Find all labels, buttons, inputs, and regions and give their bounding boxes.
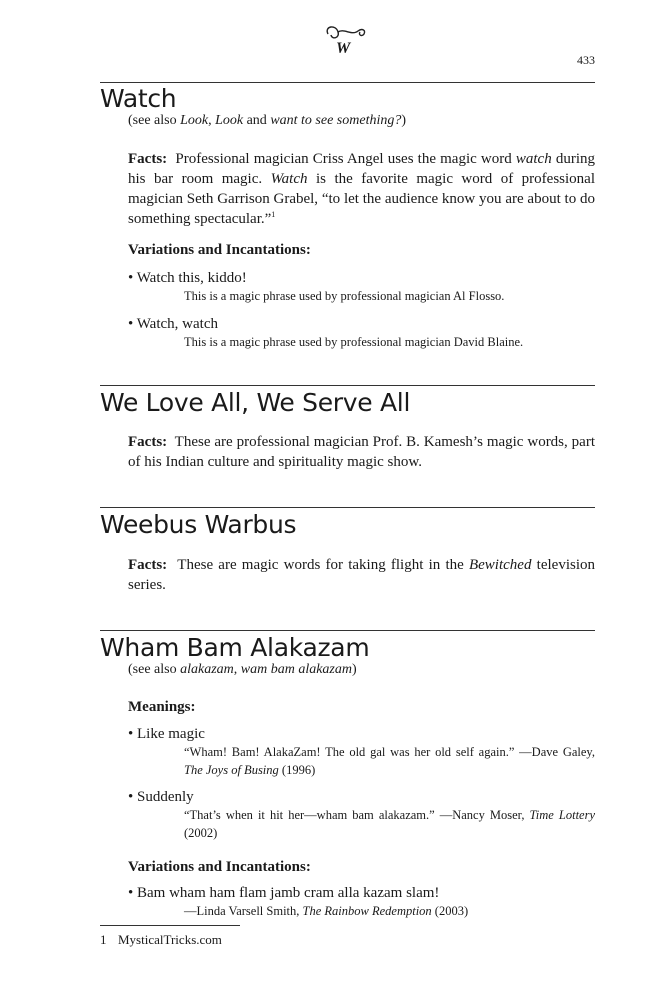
variations-label: Variations and Incantations: <box>128 859 311 875</box>
footnote-number: 1 <box>100 932 107 947</box>
variation-note: This is a magic phrase used by professional magician David Blaine. <box>184 335 524 349</box>
entry-title: Watch <box>100 84 177 113</box>
footnote-divider <box>100 925 240 926</box>
chapter-letter: W <box>336 40 351 57</box>
meaning-quote: “That’s when it hit her—wham bam alakazam.” —Nancy Moser, Time Lottery (2002) <box>184 808 595 840</box>
meaning-quote: “Wham! Bam! AlakaZam! The old gal was her old self again.” —Dave Galey, The Joys of Busing (1996) <box>184 745 595 777</box>
entry-divider <box>100 630 595 631</box>
meaning-phrase: • Suddenly <box>128 789 194 805</box>
facts-label: Facts: <box>128 151 168 167</box>
variation-quote: —Linda Varsell Smith, The Rainbow Redemption (2003) <box>184 904 469 918</box>
entry-title: We Love All, We Serve All <box>100 388 411 417</box>
variation-note: This is a magic phrase used by professional magician Al Flosso. <box>184 289 505 303</box>
meanings-label: Meanings: <box>128 699 196 715</box>
page-number: 433 <box>577 53 595 67</box>
entry-divider <box>100 82 595 83</box>
entry-divider <box>100 507 595 508</box>
facts-label: Facts: <box>128 557 168 573</box>
variations-label: Variations and Incantations: <box>128 242 311 258</box>
facts-label: Facts: <box>128 434 168 450</box>
see-also: (see also Look, Look and want to see something?) <box>128 113 407 128</box>
footnote-ref: 1 <box>271 210 276 219</box>
see-also: (see also alakazam, wam bam alakazam) <box>128 662 357 677</box>
meaning-phrase: • Like magic <box>128 726 205 742</box>
entry-title: Wham Bam Alakazam <box>100 633 370 662</box>
facts-paragraph: Facts: These are magic words for taking flight in the Bewitched television series. <box>128 557 595 593</box>
facts-paragraph: Facts: Professional magician Criss Angel uses the magic word watch during his bar room magic. Watch is the favorite magic word of professional magician Seth Garrison Grabel, “to let the audience know you are about to do something spectacular.”$^1$ <box>128 151 595 227</box>
variation-phrase: • Watch, watch <box>128 316 218 332</box>
footnote <box>100 932 222 948</box>
footnote-text: MysticalTricks.com <box>118 932 222 947</box>
entry-title: Weebus Warbus <box>100 510 297 539</box>
variation-phrase: • Watch this, kiddo! <box>128 270 247 286</box>
facts-paragraph: Facts: These are professional magician Prof. B. Kamesh’s magic words, part of his Indian culture and spirituality magic show. <box>128 434 595 470</box>
entry-divider <box>100 385 595 386</box>
variation-phrase: • Bam wham ham flam jamb cram alla kazam slam! <box>128 885 440 901</box>
